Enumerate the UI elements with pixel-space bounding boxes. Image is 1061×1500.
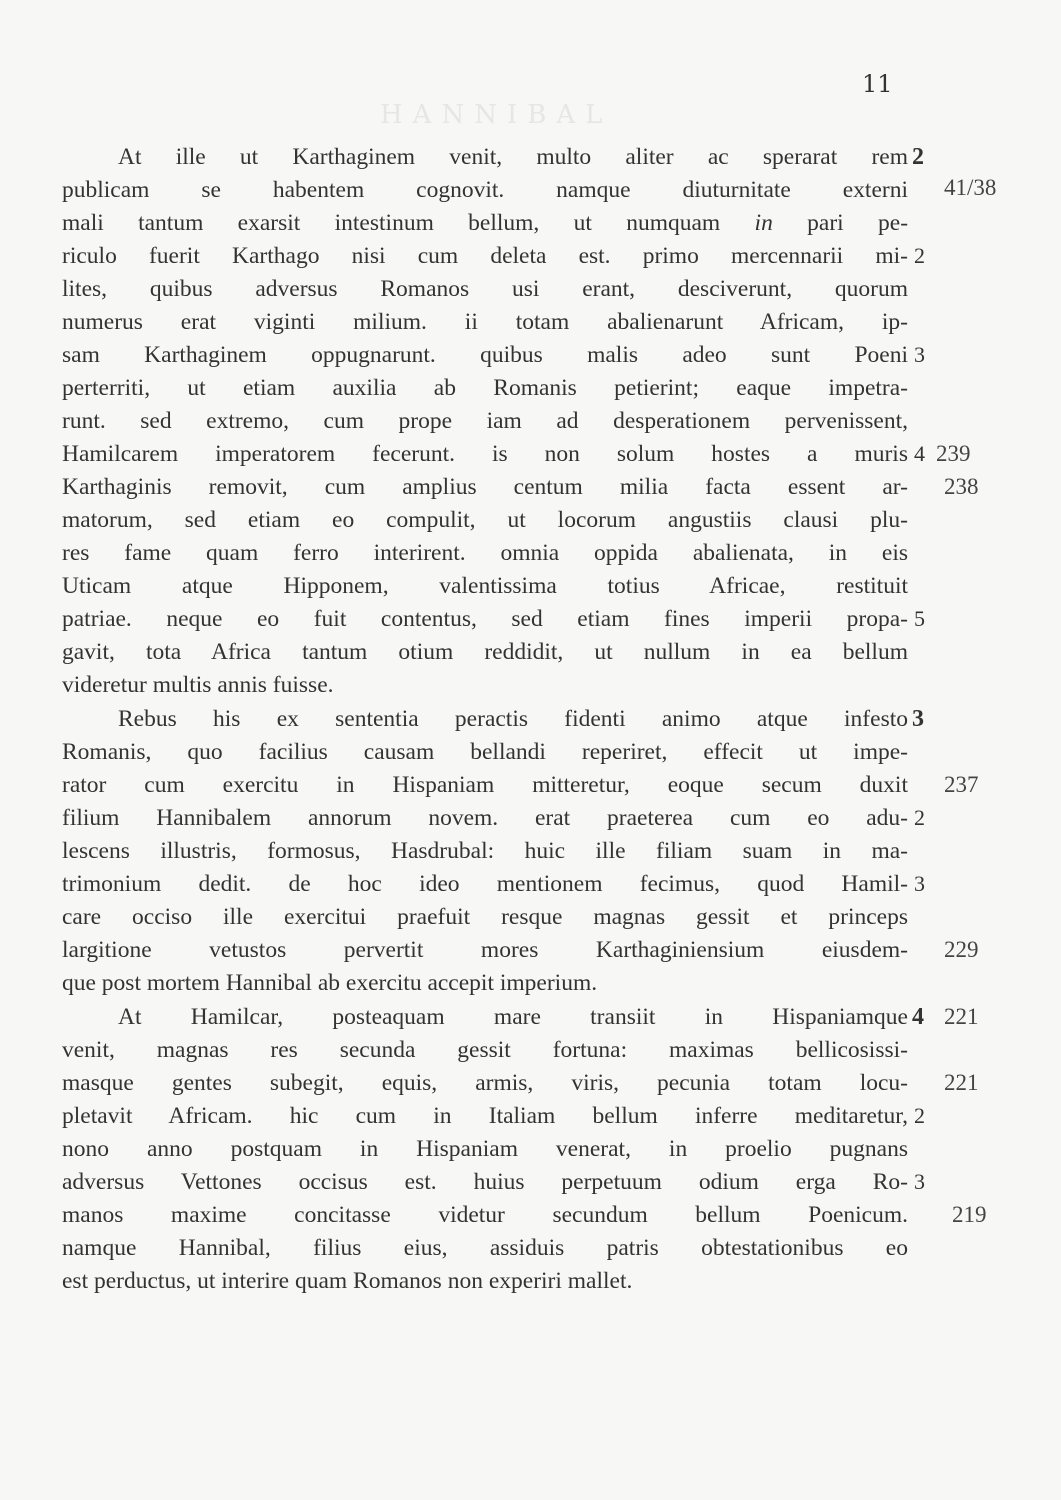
text-line [62, 208, 908, 238]
text-fragment: mali tantum exarsit intestinum bellum, ut numquam [62, 210, 721, 236]
page-number: 11 [862, 70, 893, 98]
year-note: 229 [944, 937, 979, 962]
text-line: riculo fuerit Karthago nisi cum deleta est. primo mercennarii mi- [62, 243, 908, 269]
text-line: lites, quibus adversus Romanos usi erant, desciverunt, quorum [62, 276, 908, 302]
section-marker: 2 [914, 243, 925, 268]
text-line: numerus erat viginti milium. ii totam abalienarunt Africam, ip- [62, 309, 908, 335]
text-line: perterriti, ut etiam auxilia ab Romanis petierint; eaque impetra- [62, 375, 908, 401]
text-line: Romanis, quo facilius causam bellandi reperiret, effecit ut impe- [62, 739, 908, 765]
section-marker: 3 [914, 342, 925, 367]
text-line: runt. sed extremo, cum prope iam ad desperationem pervenissent, [62, 408, 908, 434]
text-line: lescens illustris, formosus, Hasdrubal: huic ille filiam suam in ma- [62, 838, 908, 864]
text-line: Uticam atque Hipponem, valentissima totius Africae, restituit [62, 573, 908, 599]
year-note: 41/38 [944, 175, 997, 200]
bleed-through-heading: HANNIBAL [380, 100, 613, 130]
section-marker: 5 [914, 606, 925, 631]
text-line: namque Hannibal, filius eius, assiduis patris obtestationibus eo [62, 1235, 908, 1261]
text-fragment: pari pe- [807, 210, 909, 236]
text-line: nono anno postquam in Hispaniam venerat, in proelio pugnans [62, 1136, 908, 1162]
text-line: patriae. neque eo fuit contentus, sed etiam fines imperii propa- [62, 606, 908, 632]
section-marker: 2 [914, 805, 925, 830]
text-line: publicam se habentem cognovit. namque diuturnitate externi [62, 177, 908, 203]
text-line: adversus Vettones occisus est. huius perpetuum odium erga Ro- [62, 1169, 908, 1195]
text-line: manos maxime concitasse videtur secundum bellum Poenicum. [62, 1202, 908, 1228]
text-line: que post mortem Hannibal ab exercitu accepit imperium. [62, 970, 598, 996]
year-note: 221 [944, 1070, 979, 1095]
year-note: 238 [944, 474, 979, 499]
chapter-marker: 4 [912, 1004, 924, 1030]
text-line: largitione vetustos pervertit mores Karthaginiensium eiusdem- [62, 937, 908, 963]
italic-word: in [754, 210, 773, 236]
text-line: venit, magnas res secunda gessit fortuna: maximas bellicosissi- [62, 1037, 908, 1063]
section-marker: 3 [914, 871, 925, 896]
section-marker: 2 [914, 1103, 925, 1128]
text-line: rator cum exercitu in Hispaniam mitteretur, eoque secum duxit [62, 772, 908, 798]
text-line: Karthaginis removit, cum amplius centum milia facta essent ar- [62, 474, 908, 500]
text-line: filium Hannibalem annorum novem. erat praeterea cum eo adu- [62, 805, 908, 831]
text-line: est perductus, ut interire quam Romanos non experiri mallet. [62, 1268, 633, 1294]
year-note: 221 [944, 1004, 979, 1029]
text-line: pletavit Africam. hic cum in Italiam bellum inferre meditaretur, [62, 1103, 908, 1129]
text-line: gavit, tota Africa tantum otium reddidit, ut nullum in ea bellum [62, 639, 908, 665]
year-note: 237 [944, 772, 979, 797]
text-line: At Hamilcar, posteaquam mare transiit in Hispaniamque [118, 1004, 908, 1030]
chapter-marker: 2 [912, 144, 924, 170]
text-line: res fame quam ferro interirent. omnia oppida abalienata, in eis [62, 540, 908, 566]
text-line: matorum, sed etiam eo compulit, ut locorum angustiis clausi plu- [62, 507, 908, 533]
chapter-marker: 3 [912, 706, 924, 732]
year-note: 239 [936, 441, 971, 466]
text-line: Hamilcarem imperatorem fecerunt. is non solum hostes a muris [62, 441, 908, 467]
year-note: 219 [952, 1202, 987, 1227]
text-line: videretur multis annis fuisse. [62, 672, 334, 698]
text-line: care occiso ille exercitui praefuit resque magnas gessit et princeps [62, 904, 908, 930]
text-line: sam Karthaginem oppugnarunt. quibus malis adeo sunt Poeni [62, 342, 908, 368]
section-marker: 4 [914, 441, 925, 466]
text-line: Rebus his ex sententia peractis fidenti animo atque infesto [118, 706, 908, 732]
section-marker: 3 [914, 1169, 925, 1194]
text-line: trimonium dedit. de hoc ideo mentionem fecimus, quod Hamil- [62, 871, 908, 897]
text-line: masque gentes subegit, equis, armis, viris, pecunia totam locu- [62, 1070, 908, 1096]
text-line: At ille ut Karthaginem venit, multo aliter ac sperarat rem [118, 144, 908, 170]
